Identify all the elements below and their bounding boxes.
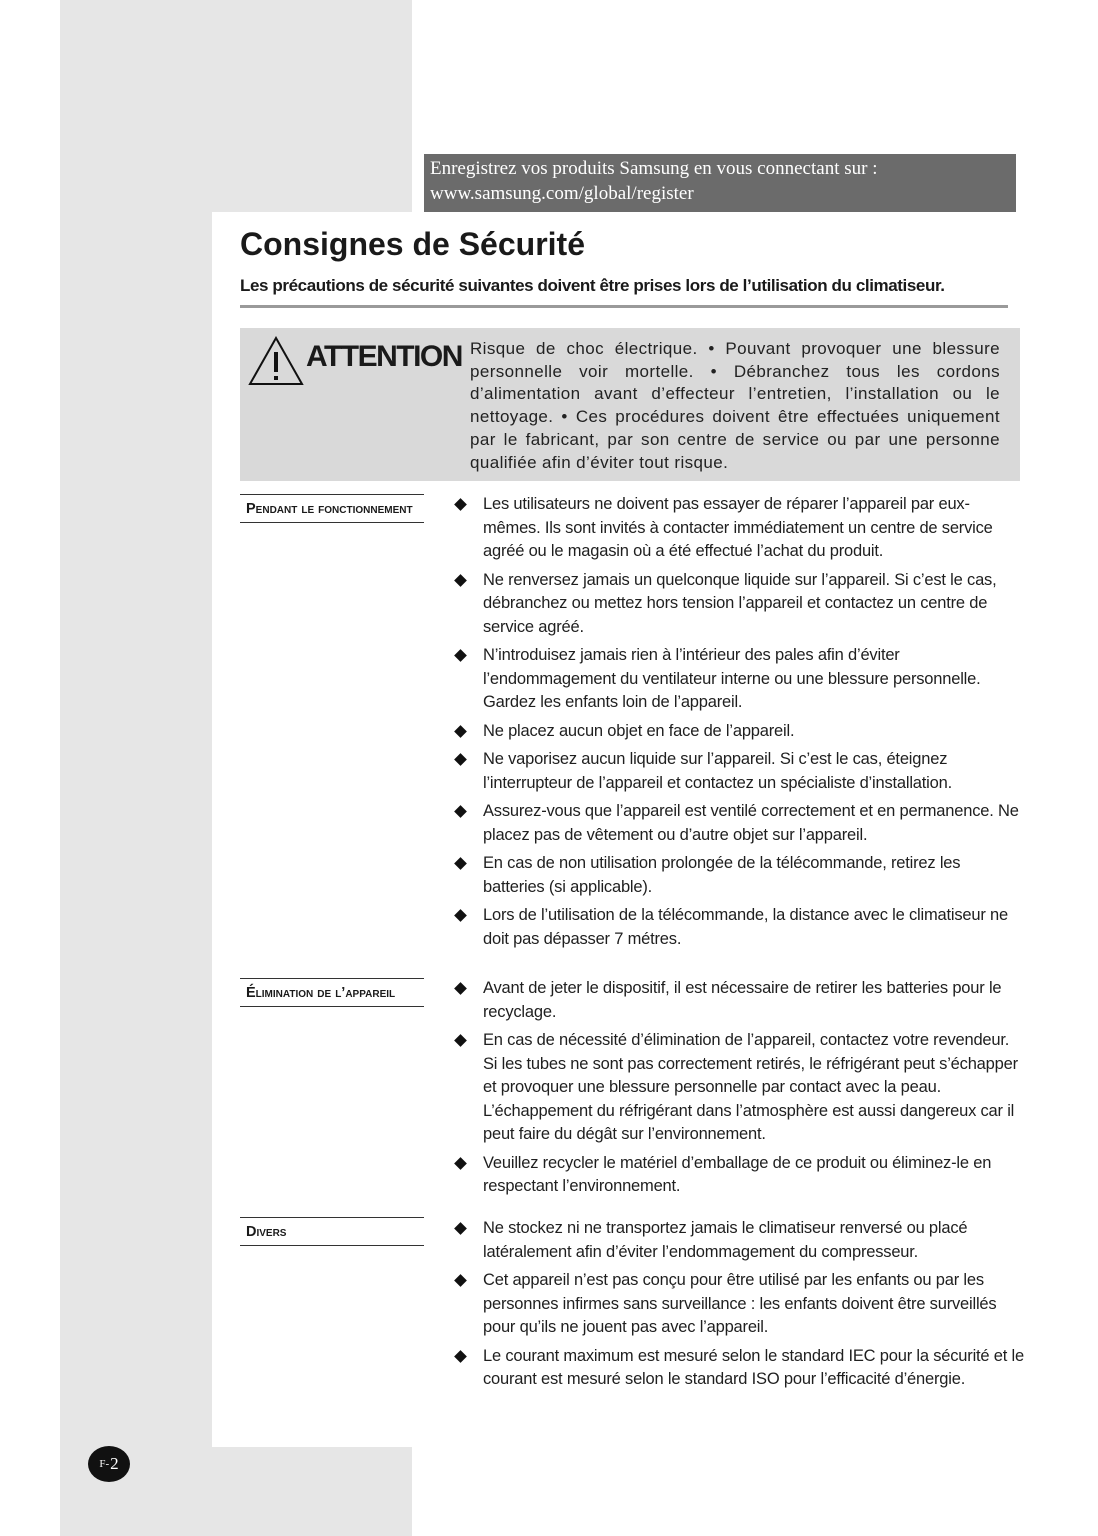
diamond-bullet-icon [454,574,467,587]
section-list-operation [454,493,1024,956]
list-item: Assurez-vous que l’appareil est ventilé correctement et en permanence. Ne placez pas de vêtement ou d’autre objet sur l’appareil. [454,800,1024,847]
section-list-misc [454,1217,1024,1397]
attention-box [240,328,1020,481]
register-banner [424,154,1016,212]
section-list-disposal [454,977,1024,1204]
list-item: Ne placez aucun objet en face de l’appareil. [454,720,1024,744]
page-number-badge [88,1446,130,1482]
warning-icon [248,336,304,386]
page-number-prefix: F- [99,1458,110,1470]
section-heading-disposal: Élimination de l’appareil [240,978,424,1007]
list-item: En cas de non utilisation prolongée de la télécommande, retirez les batteries (si applicable). [454,852,1024,899]
attention-label: ATTENTION [306,340,462,373]
diamond-bullet-icon [454,1274,467,1287]
diamond-bullet-icon [454,498,467,511]
attention-text: Risque de choc électrique. • Pouvant provoquer une blessure personnelle voir mortelle. • Débranchez tous les cordons d’alimentation avant d’effecteur l’entretien, l’installation ou le nettoyage. • Ces procédures doivent être effectuées uniquement par le fabricant, par son centre de service ou par une personne qualifiée afin d’éviter tout risque. [470,339,1000,472]
list-item: Cet appareil n’est pas conçu pour être utilisé par les enfants ou par les personnes infirmes sans surveillance : les enfants doivent être surveillés pour qu’ils ne jouent pas avec l’appareil. [454,1269,1024,1340]
list-item: Les utilisateurs ne doivent pas essayer de réparer l’appareil par eux-mêmes. Ils sont invités à contacter immédiatement un centre de service agréé ou le magasin où a été effectué l’achat du produit. [454,493,1024,564]
list-item: Ne stockez ni ne transportez jamais le climatiseur renversé ou placé latéralement afin d’éviter l’endommagement du compresseur. [454,1217,1024,1264]
diamond-bullet-icon [454,1350,467,1363]
diamond-bullet-icon [454,725,467,738]
list-item: Le courant maximum est mesuré selon le standard IEC pour la sécurité et le courant est mesuré selon le standard ISO pour l’efficacité d’énergie. [454,1345,1024,1392]
diamond-bullet-icon [454,649,467,662]
diamond-bullet-icon [454,1034,467,1047]
list-item: N’introduisez jamais rien à l’intérieur des pales afin d’éviter l’endommagement du ventilateur interne ou une blessure personnelle. Gardez les enfants loin de l’appareil. [454,644,1024,715]
list-item: Ne vaporisez aucun liquide sur l’appareil. Si c’est le cas, éteignez l’interrupteur de l’appareil et contactez un spécialiste d’installation. [454,748,1024,795]
list-item: Ne renversez jamais un quelconque liquide sur l’appareil. Si c’est le cas, débranchez ou mettez hors tension l’appareil et contactez un centre de service agréé. [454,569,1024,640]
diamond-bullet-icon [454,805,467,818]
diamond-bullet-icon [454,857,467,870]
section-heading-misc: Divers [240,1217,424,1246]
list-item: Avant de jeter le dispositif, il est nécessaire de retirer les batteries pour le recyclage. [454,977,1024,1024]
diamond-bullet-icon [454,909,467,922]
register-banner-line2: www.samsung.com/global/register [430,183,694,204]
page-subtitle: Les précautions de sécurité suivantes doivent être prises lors de l’utilisation du climatiseur. [240,276,945,295]
diamond-bullet-icon [454,982,467,995]
section-heading-operation: Pendant le fonctionnement [240,494,424,523]
diamond-bullet-icon [454,753,467,766]
title-divider [240,305,1008,308]
list-item: En cas de nécessité d’élimination de l’appareil, contactez votre revendeur. Si les tubes ne sont pas correctement retirés, le réfrigérant peut s’échapper et provoquer une blessure personnelle par contact avec la peau. L’échappement du réfrigérant dans l’atmosphère est aussi dangereux car il peut faire du dégât sur l’environnement. [454,1029,1024,1147]
list-item: Veuillez recycler le matériel d’emballage de ce produit ou éliminez-le en respectant l’environnement. [454,1152,1024,1199]
page-title: Consignes de Sécurité [240,226,585,262]
list-item: Lors de l’utilisation de la télécommande, la distance avec le climatiseur ne doit pas dépasser 7 métres. [454,904,1024,951]
diamond-bullet-icon [454,1157,467,1170]
register-banner-line1: Enregistrez vos produits Samsung en vous connectant sur : [430,158,878,179]
page-number: 2 [110,1454,119,1473]
diamond-bullet-icon [454,1222,467,1235]
